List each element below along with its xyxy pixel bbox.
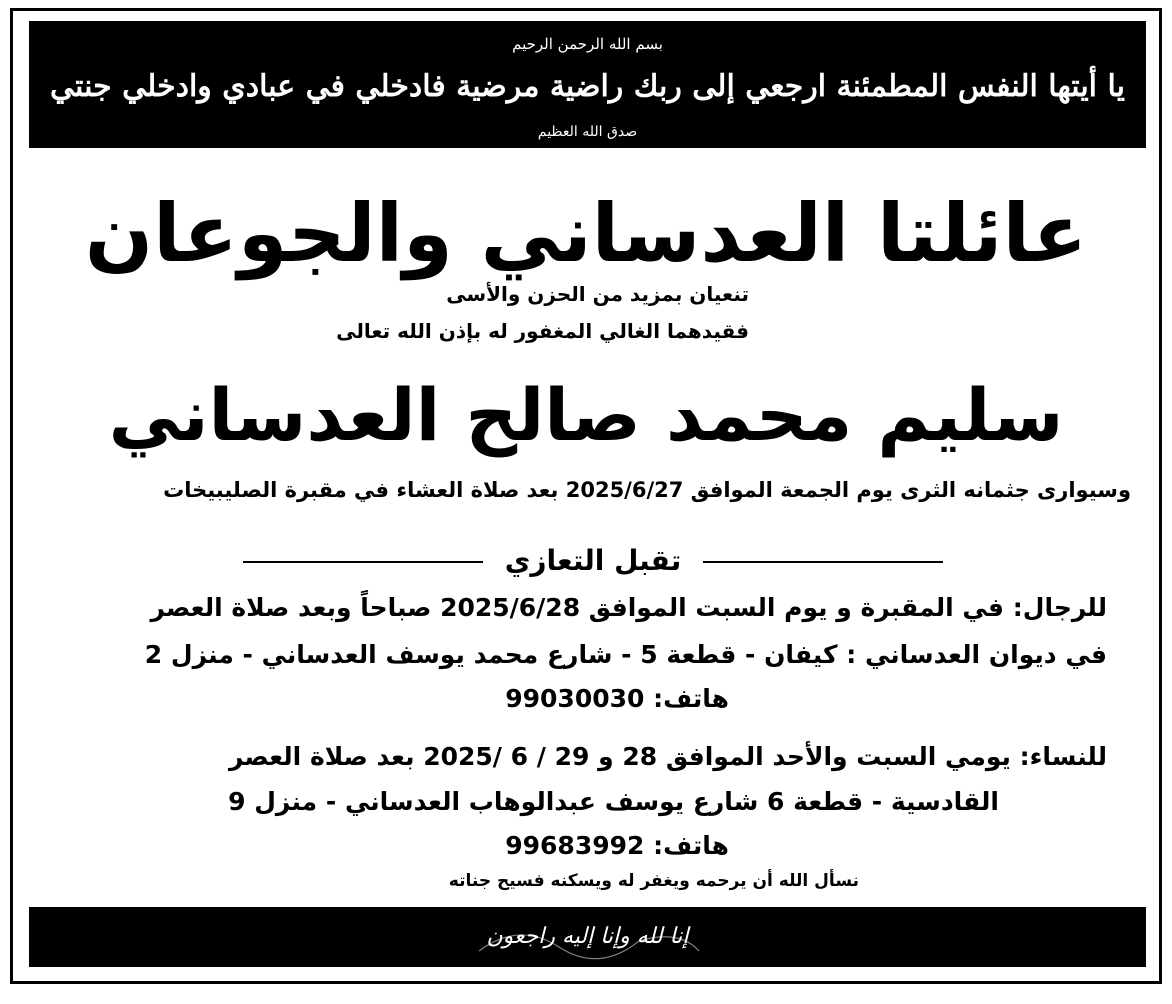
sadaq-text: صدق الله العظيم xyxy=(537,124,638,140)
burial-details: وسيوارى جثمانه الثرى يوم الجمعة الموافق 2025/6/27 بعد صلاة العشاء في مقبرة الصليبيخات xyxy=(163,478,1131,502)
quran-verse-text: يا أيتها النفس المطمئنة ارجعي إلى ربك راضية مرضية فادخلي في عبادي وادخلي جنتي xyxy=(50,69,1125,104)
quran-verse-banner xyxy=(29,21,1146,148)
istirja-text: إنا لله وإنا إليه راجعون xyxy=(486,924,689,949)
prayer-text: نسأل الله أن يرحمه ويغفر له ويسكنه فسيح جناته xyxy=(448,871,859,891)
condolences-title: تقبل التعازي xyxy=(504,544,682,577)
istirja-banner xyxy=(29,907,1146,967)
condolences-heading-row xyxy=(243,541,943,581)
men-condolence-line-2: في ديوان العدساني : كيفان - قطعة 5 - شارع محمد يوسف العدساني - منزل 2 xyxy=(144,640,1107,669)
obituary-page xyxy=(10,8,1162,984)
mourning-line-2: فقيدهما الغالي المغفور له بإذن الله تعالى xyxy=(336,319,749,343)
basmala-text: بسم الله الرحمن الرحيم xyxy=(512,35,663,53)
men-condolence-line-1: للرجال: في المقبرة و يوم السبت الموافق 2025/6/28 صباحاً وبعد صلاة العصر xyxy=(150,593,1107,622)
women-phone: هاتف: 99683992 xyxy=(505,831,729,860)
women-condolence-line-1: للنساء: يومي السبت والأحد الموافق 28 و 29 / 6 /2025 بعد صلاة العصر xyxy=(228,742,1107,771)
women-condolence-line-2: القادسية - قطعة 6 شارع يوسف عبدالوهاب العدساني - منزل 9 xyxy=(228,787,999,816)
men-phone: هاتف: 99030030 xyxy=(505,684,729,713)
mourning-line-1: تنعيان بمزيد من الحزن والأسى xyxy=(446,282,749,306)
divider-right xyxy=(703,561,943,563)
families-heading: عائلتا العدساني والجوعان xyxy=(84,187,1088,280)
deceased-name: سليم محمد صالح العدساني xyxy=(108,373,1064,457)
